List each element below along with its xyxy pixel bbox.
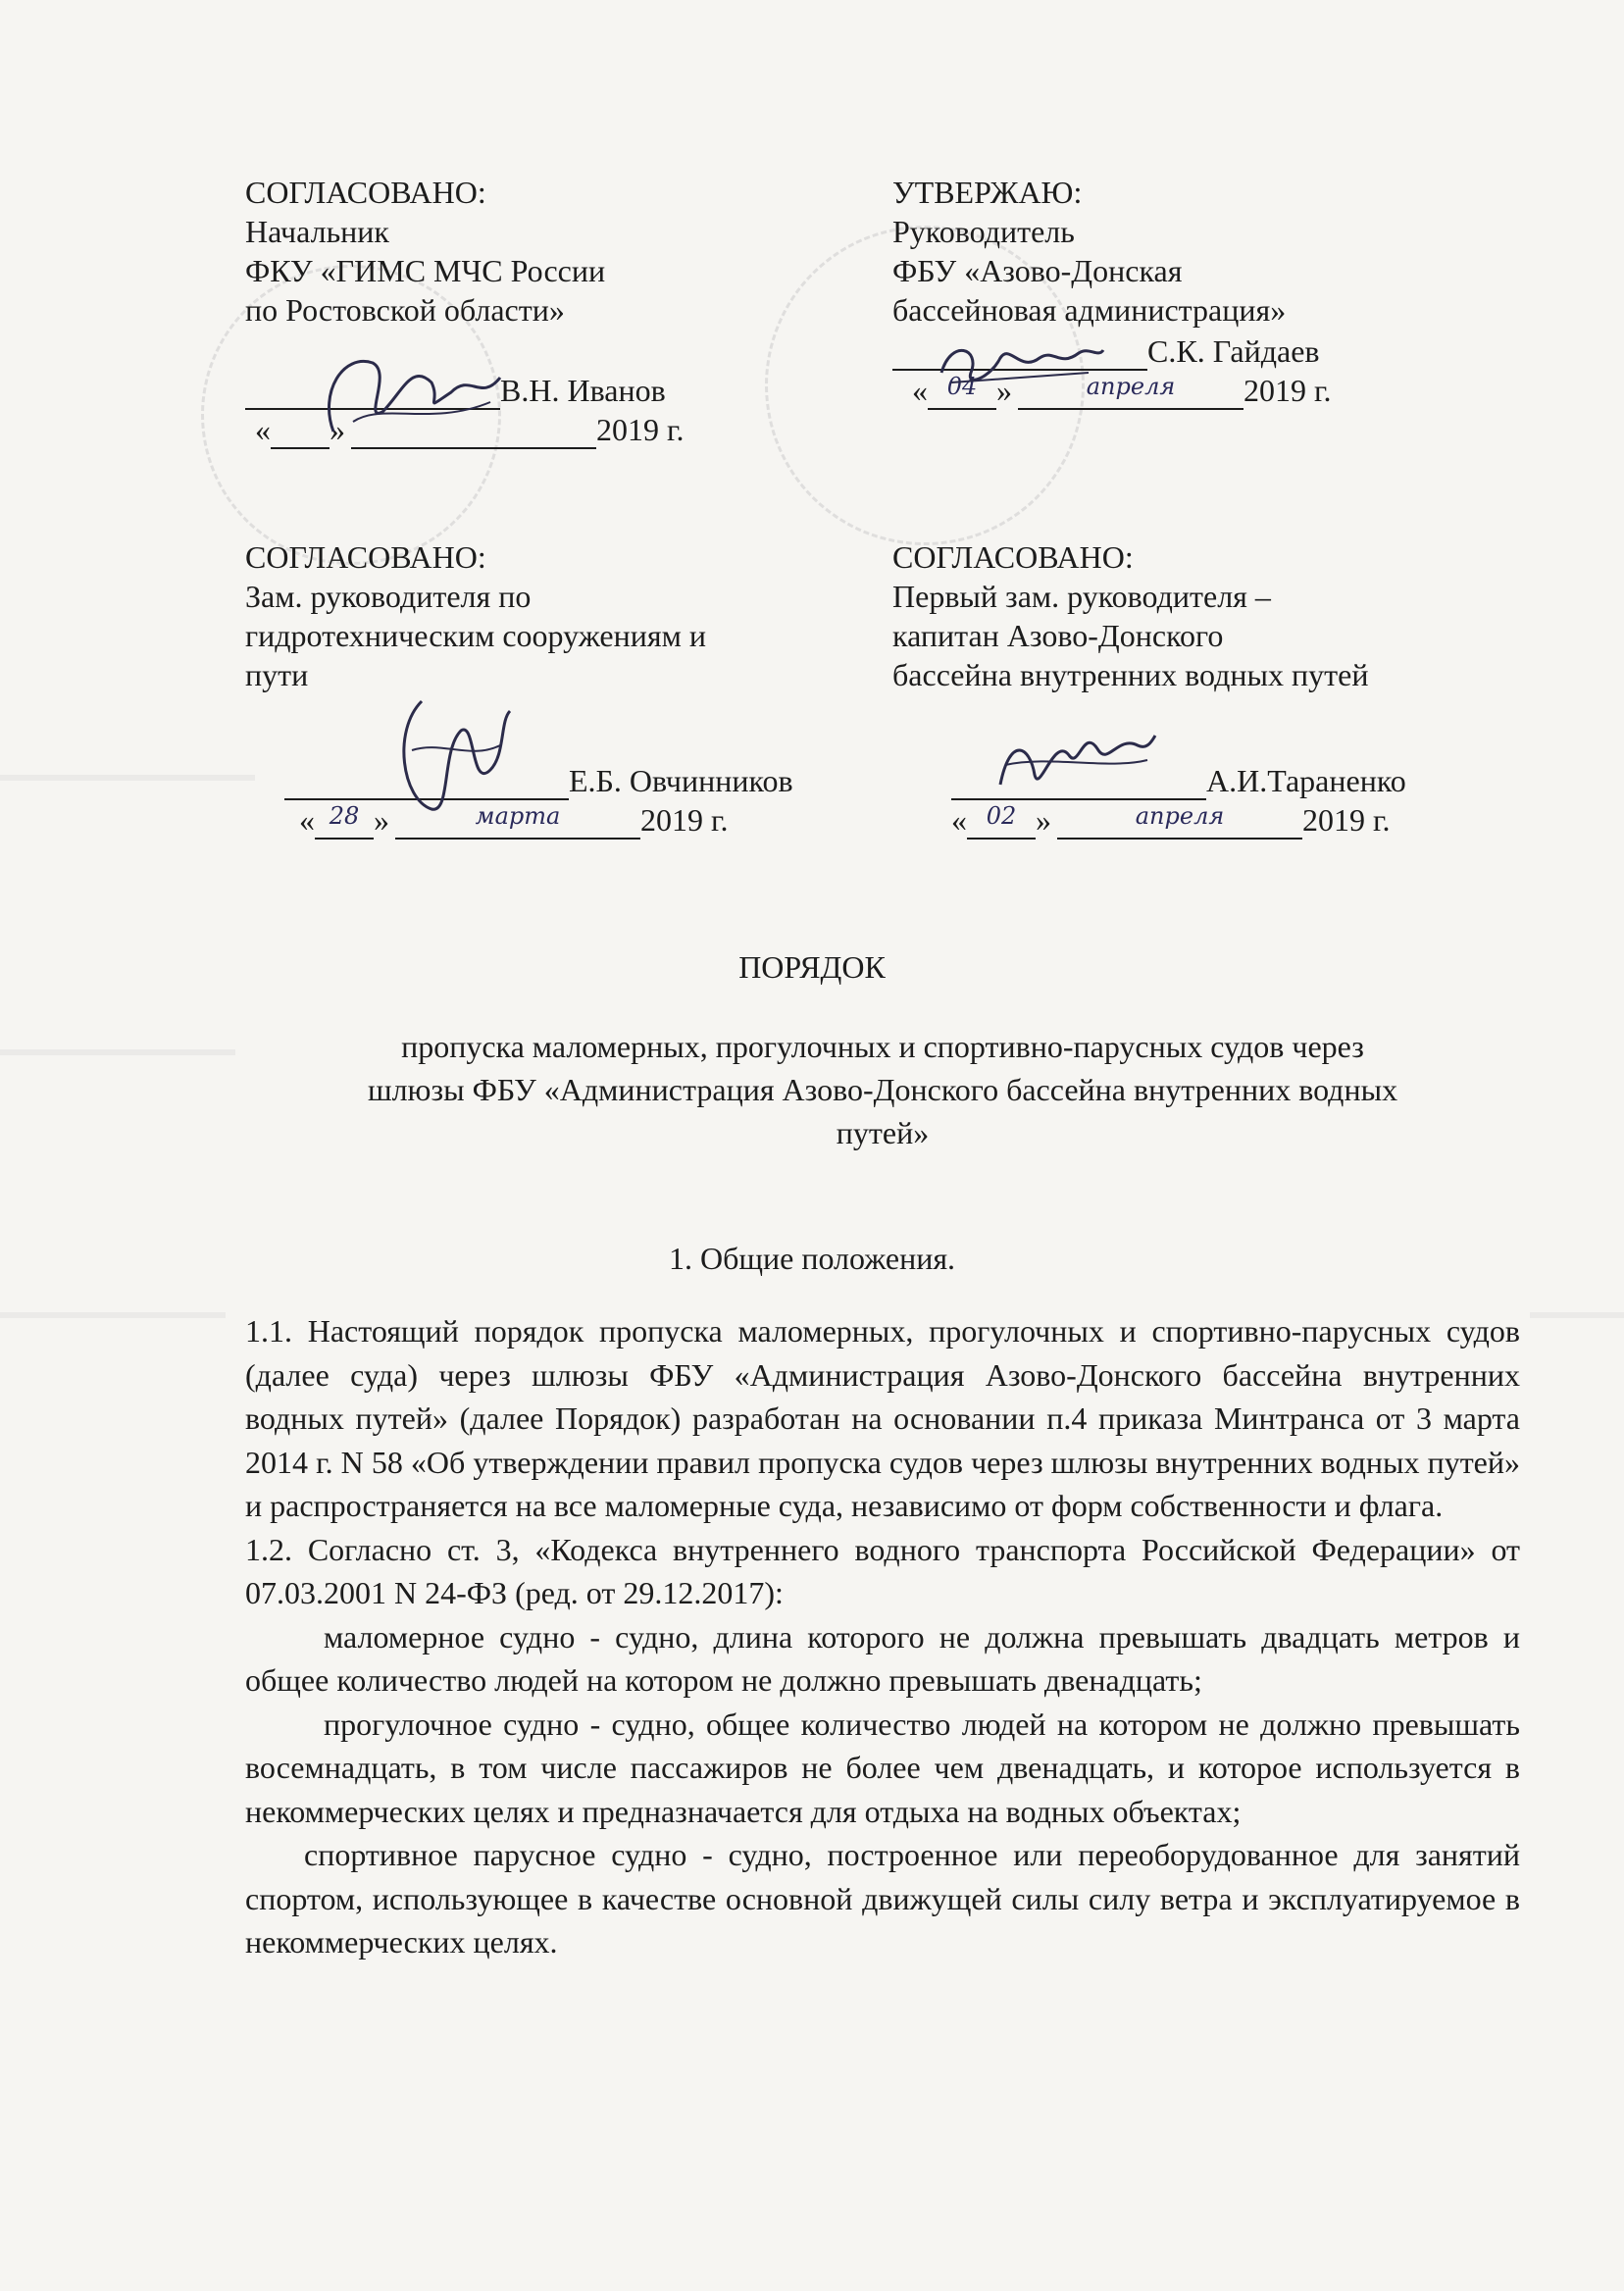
signatory-name: А.И.Тараненко	[1206, 763, 1406, 798]
approval-heading: СОГЛАСОВАНО:	[245, 175, 486, 210]
bleed-through	[0, 775, 255, 781]
bleed-through	[0, 1312, 226, 1318]
approval-line: гидротехническим сооружениям и	[245, 618, 706, 653]
subtitle-line: шлюзы ФБУ «Администрация Азово-Донского бассейна внутренних водных	[367, 1072, 1398, 1107]
date-close-quote: »	[1036, 802, 1051, 838]
date-day-blank	[315, 804, 374, 840]
approval-line: Руководитель	[892, 214, 1075, 249]
definition-pleasure-vessel: прогулочное судно - судно, общее количество людей на котором не должно превышать восемнадцать, в том числе пассажиров не более чем двенадцать, и которое используется в некоммерческих целях и предназначается для отдыха на водных объектах;	[245, 1706, 1520, 1829]
signature-ivanov	[314, 333, 520, 451]
section-heading: 1. Общие положения.	[668, 1241, 956, 1276]
date-month: апреля	[1086, 373, 1176, 400]
signatory-name: С.К. Гайдаев	[1147, 333, 1320, 369]
signature-ovchinnikov	[382, 691, 520, 819]
date-open-quote: «	[912, 373, 928, 408]
approval-heading: УТВЕРЖАЮ:	[892, 175, 1083, 210]
date-month-blank	[1057, 804, 1302, 840]
signatory-name: В.Н. Иванов	[500, 373, 666, 408]
date-year: 2019 г.	[640, 802, 729, 838]
date-year: 2019 г.	[1302, 802, 1391, 838]
approval-line: Начальник	[245, 214, 389, 249]
date-open-quote: «	[951, 802, 967, 838]
approval-line: ФБУ «Азово-Донская	[892, 253, 1183, 288]
document-body	[245, 1309, 1520, 1964]
date-day-blank	[967, 804, 1036, 840]
date-open-quote: «	[255, 412, 271, 447]
approval-line: бассейновая администрация»	[892, 292, 1287, 328]
approval-line: по Ростовской области»	[245, 292, 565, 328]
approval-line: бассейна внутренних водных путей	[892, 657, 1369, 692]
approval-line: капитан Азово-Донского	[892, 618, 1224, 653]
date-day: 04	[946, 373, 978, 400]
approval-line: ФКУ «ГИМС МЧС России	[245, 253, 606, 288]
date-day: 02	[986, 802, 1017, 830]
signature-taranenko	[990, 716, 1157, 804]
document-subtitle	[245, 1025, 1520, 1154]
bleed-through	[0, 1049, 235, 1055]
date-year: 2019 г.	[1243, 373, 1332, 408]
date-year: 2019 г.	[596, 412, 685, 447]
date-close-quote: »	[996, 373, 1012, 408]
date-month: апреля	[1135, 802, 1225, 830]
approval-heading: СОГЛАСОВАНО:	[892, 539, 1134, 575]
document-title: ПОРЯДОК	[738, 949, 886, 985]
definition-small-vessel: маломерное судно - судно, длина которого не должна превышать двадцать метров и общее количество людей на котором не должно превышать двенадцать;	[245, 1618, 1520, 1698]
paragraph-1-1: 1.1. Настоящий порядок пропуска маломерных, прогулочных и спортивно-парусных судов (далее суда) через шлюзы ФБУ «Администрация Азово-Донского бассейна внутренних водных путей» (далее Порядок) разработан на основании п.4 приказа Минтранса от 3 марта 2014 г. N 58 «Об утверждении правил пропуска судов через шлюзы внутренних водных путей» и распространяется на все маломерные суда, независимо от форм собственности и флага.	[245, 1313, 1520, 1523]
signatory-name: Е.Б. Овчинников	[569, 763, 793, 798]
date-day: 28	[329, 802, 360, 830]
subtitle-line: пропуска маломерных, прогулочных и спортивно-парусных судов через	[401, 1029, 1364, 1064]
definition-sail-vessel: спортивное парусное судно - судно, построенное или переоборудованное для занятий спортом, использующее в качестве основной движущей силы силу ветра и эксплуатируемое в некоммерческих целях.	[245, 1837, 1520, 1960]
subtitle-line: путей»	[836, 1115, 930, 1150]
approval-line: Первый зам. руководителя –	[892, 579, 1271, 614]
date-close-quote: »	[374, 802, 389, 838]
date-open-quote: «	[299, 802, 315, 838]
approval-line: пути	[245, 657, 309, 692]
date-close-quote: »	[330, 412, 345, 447]
approval-line: Зам. руководителя по	[245, 579, 532, 614]
bleed-through	[1530, 1312, 1624, 1318]
signature-gaidaev	[932, 329, 1108, 397]
paragraph-1-2: 1.2. Согласно ст. 3, «Кодекса внутреннего водного транспорта Российской Федерации» от 07.03.2001 N 24-ФЗ (ред. от 29.12.2017):	[245, 1531, 1520, 1610]
date-month: марта	[475, 802, 561, 830]
approval-heading: СОГЛАСОВАНО:	[245, 539, 486, 575]
